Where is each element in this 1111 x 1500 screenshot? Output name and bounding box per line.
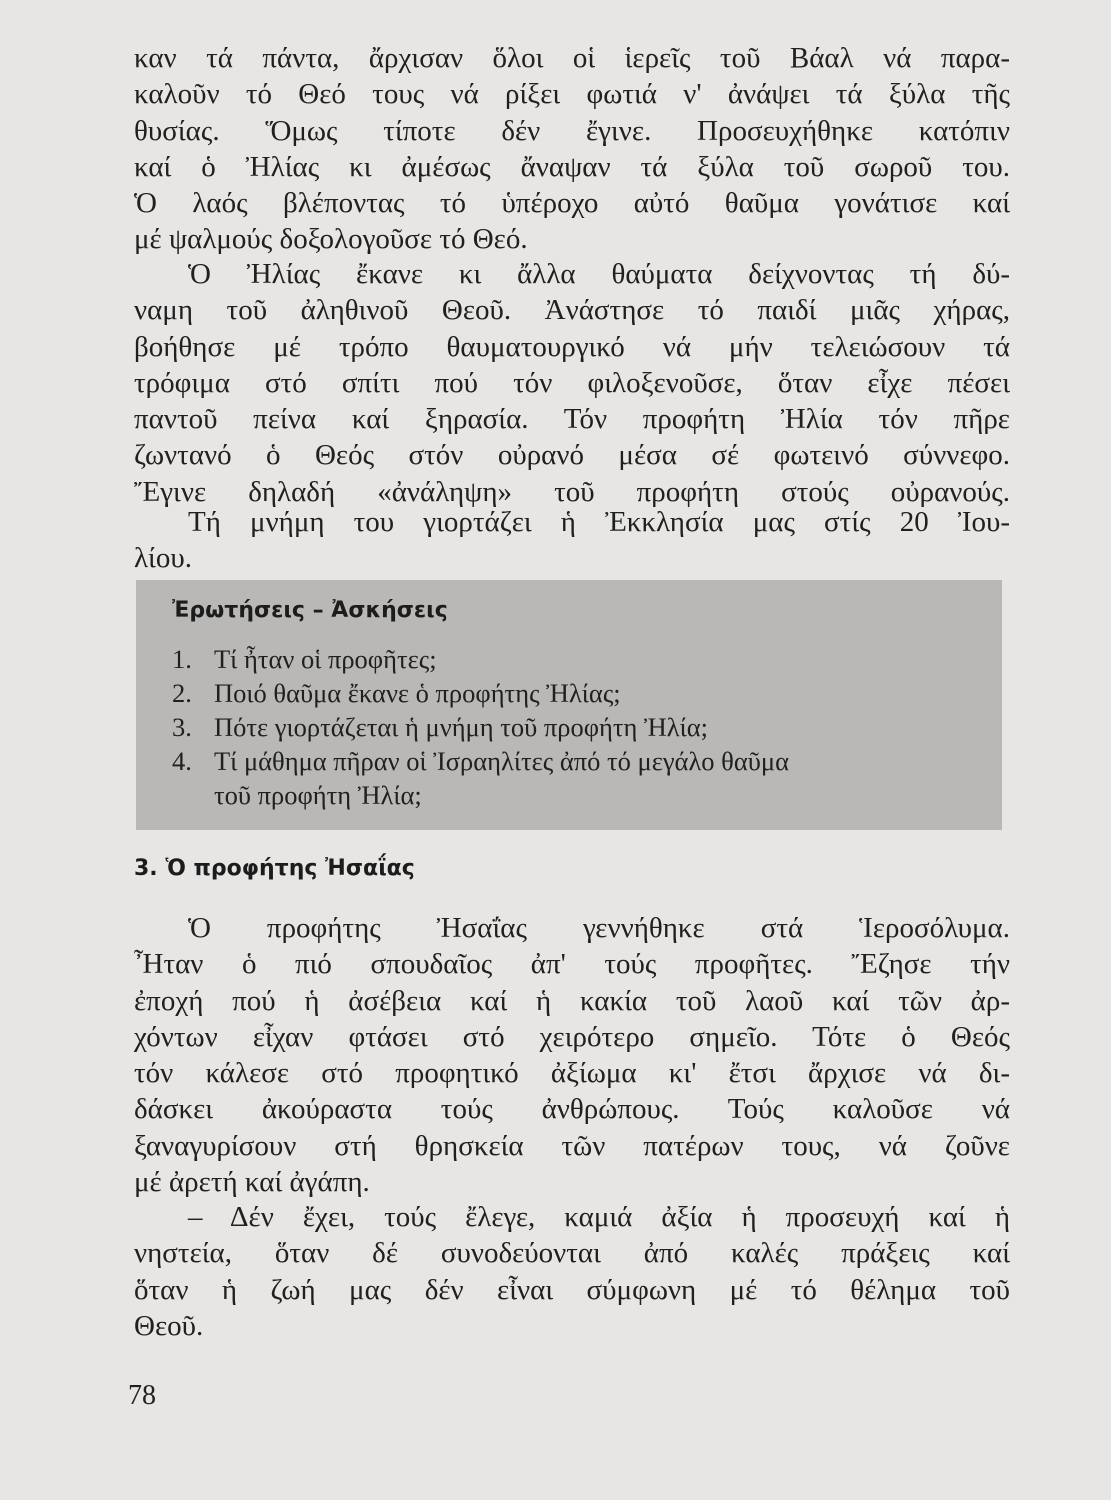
- text-line: Ἔγινε δηλαδή «ἀνάληψη» τοῦ προφήτη στούς οὐρανούς.: [134, 475, 1010, 508]
- text-line: βοήθησε μέ τρόπο θαυματουργικό νά μήν τελειώσουν τά: [134, 330, 1010, 363]
- questions-list: [172, 642, 982, 812]
- paragraph-feast-day: [134, 504, 1010, 577]
- text-line: τρόφιμα στό σπίτι πού τόν φιλοξενοῦσε, ὅταν εἶχε πέσει: [134, 366, 1010, 399]
- text-line: ναμη τοῦ ἀληθινοῦ Θεοῦ. Ἀνάστησε τό παιδί μιᾶς χήρας,: [134, 294, 1010, 327]
- questions-box: [136, 580, 1002, 830]
- text-line: Ἦταν ὁ πιό σπουδαῖος ἀπ' τούς προφῆτες. Ἔζησε τήν: [134, 948, 1010, 981]
- paragraph-isaiah-intro: [134, 910, 1010, 1200]
- text-line: Τή μνήμη του γιορτάζει ἡ Ἐκκλησία μας στίς 20 Ἰου-: [188, 506, 1010, 538]
- question-continuation: τοῦ προφήτη Ἠλία;: [214, 780, 422, 810]
- question-number: 4.: [172, 746, 192, 776]
- question-number: 1.: [172, 644, 192, 674]
- text-line: δάσκει ἀκούραστα τούς ἀνθρώπους. Τούς καλοῦσε νά: [134, 1093, 1010, 1126]
- text-line: ξαναγυρίσουν στή θρησκεία τῶν πατέρων τους, νά ζοῦνε: [134, 1129, 1010, 1162]
- question-number: 2.: [172, 678, 192, 708]
- question-text: Πότε γιορτάζεται ἡ μνήμη τοῦ προφήτη Ἠλία;: [214, 712, 709, 742]
- text-line: Ὁ Ἠλίας ἔκανε κι ἄλλα θαύματα δείχνοντας τή δύ-: [188, 258, 1010, 290]
- text-line: χόντων εἶχαν φτάσει στό χειρότερο σημεῖο. Τότε ὁ Θεός: [134, 1020, 1010, 1053]
- text-line: τόν κάλεσε στό προφητικό ἀξίωμα κι' ἔτσι ἄρχισε νά δι-: [134, 1057, 1010, 1090]
- text-line: μέ ψαλμούς δοξολογοῦσε τό Θεό.: [134, 223, 528, 256]
- question-text: Τί ἦταν οἱ προφῆτες;: [214, 644, 437, 674]
- text-line: καλοῦν τό Θεό τους νά ρίξει φωτιά ν' ἀνάψει τά ξύλα τῆς: [134, 78, 1010, 111]
- section-heading: 3. Ὁ προφήτης Ἠσαΐας: [134, 856, 415, 881]
- text-line: μέ ἀρετή καί ἀγάπη.: [134, 1166, 370, 1199]
- text-line: θυσίας. Ὅμως τίποτε δέν ἔγινε. Προσευχήθηκε κατόπιν: [134, 114, 1010, 147]
- text-line: καν τά πάντα, ἄρχισαν ὅλοι οἱ ἱερεῖς τοῦ Βάαλ νά παρα-: [134, 42, 1010, 74]
- text-line: Ὁ προφήτης Ἠσαΐας γεννήθηκε στά Ἱεροσόλυμα.: [188, 912, 1010, 944]
- page-number: 78: [128, 1380, 156, 1411]
- text-line: καί ὁ Ἠλίας κι ἀμέσως ἄναψαν τά ξύλα τοῦ σωροῦ του.: [134, 150, 1010, 183]
- question-number: 3.: [172, 712, 192, 742]
- text-line: παντοῦ πείνα καί ξηρασία. Τόν προφήτη Ἠλία τόν πῆρε: [134, 403, 1010, 436]
- text-line: ἐποχή πού ἡ ἀσέβεια καί ἡ κακία τοῦ λαοῦ καί τῶν ἀρ-: [134, 984, 1010, 1017]
- question-text: Τί μάθημα πῆραν οἱ Ἰσραηλίτες ἀπό τό μεγάλο θαῦμα: [214, 746, 789, 776]
- question-item: [172, 710, 982, 744]
- paragraph-isaiah-teaching: [134, 1199, 1010, 1344]
- text-line: ὅταν ἡ ζωή μας δέν εἶναι σύμφωνη μέ τό θέλημα τοῦ: [134, 1273, 1010, 1306]
- text-line: νηστεία, ὅταν δέ συνοδεύονται ἀπό καλές πράξεις καί: [134, 1237, 1010, 1270]
- paragraph-elijah-other-miracles: [134, 256, 1010, 510]
- text-line: λίου.: [134, 542, 192, 575]
- paragraph-elijah-miracle-end: [134, 40, 1010, 258]
- questions-title: Ἐρωτήσεις – Ἀσκήσεις: [172, 598, 448, 623]
- question-item: [172, 744, 982, 778]
- text-line: Ὁ λαός βλέποντας τό ὑπέροχο αὐτό θαῦμα γονάτισε καί: [134, 187, 1010, 220]
- text-line: – Δέν ἔχει, τούς ἔλεγε, καμιά ἀξία ἡ προσευχή καί ἡ: [188, 1201, 1010, 1233]
- text-line: Θεοῦ.: [134, 1309, 204, 1342]
- question-item: [172, 676, 982, 710]
- question-text: Ποιό θαῦμα ἔκανε ὁ προφήτης Ἠλίας;: [214, 678, 621, 708]
- question-item: [172, 642, 982, 676]
- text-line: ζωντανό ὁ Θεός στόν οὐρανό μέσα σέ φωτεινό σύννεφο.: [134, 439, 1010, 472]
